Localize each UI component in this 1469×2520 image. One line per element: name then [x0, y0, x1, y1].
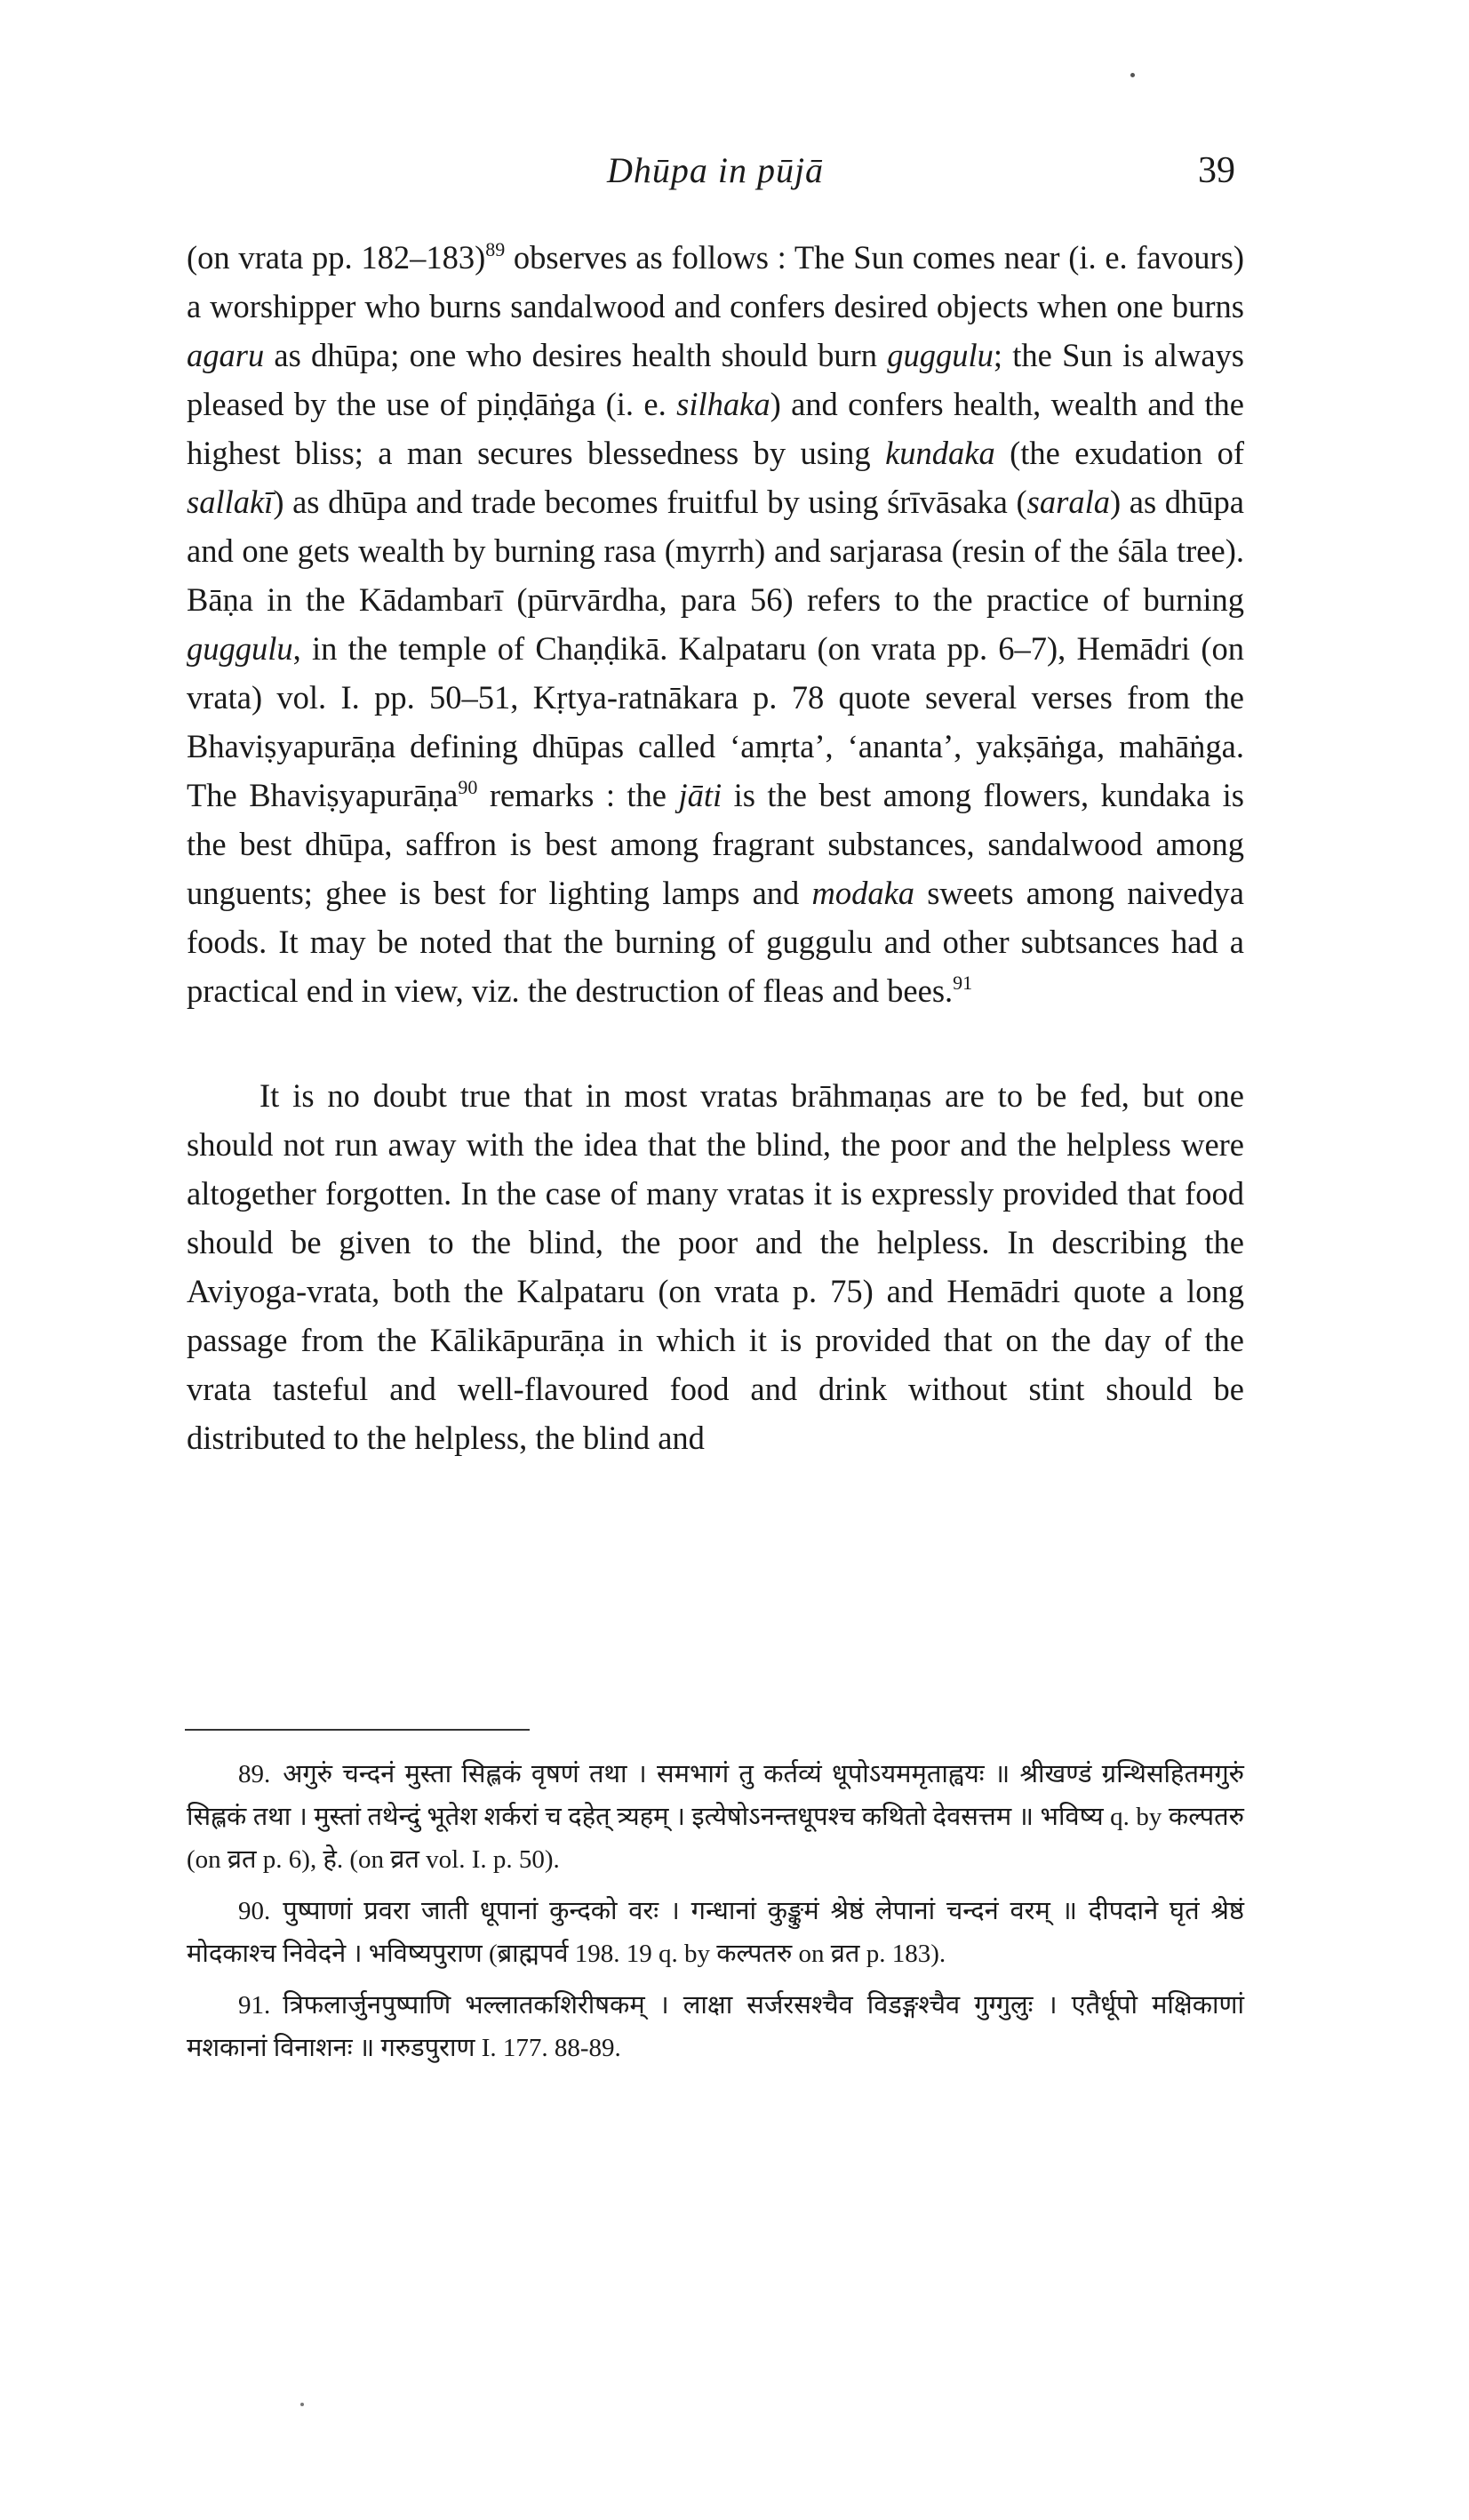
- main-text: [187, 233, 1244, 1462]
- print-speck: [300, 2403, 304, 2406]
- italic-term: sallakī: [187, 484, 274, 520]
- text-run: (on vrata pp. 182–183): [187, 239, 486, 276]
- footnote-number: 91.: [238, 1991, 271, 2020]
- footnote-text: पुष्पाणां प्रवरा जाती धूपानां कुन्दको वरः । गन्धानां कुङ्कुमं श्रेष्ठं लेपानां चन्दनं वरम् ॥ दीपदाने घृतं श्रेष्ठं मोदकाश्च निवेदने । भविष्यपुराण (ब्राह्मपर्व 198. 19 q. by कल्पतरु on व्रत p. 183).: [187, 1897, 1244, 1968]
- page-header: [187, 133, 1244, 196]
- footnote-90: [187, 1890, 1244, 1975]
- paragraph-2: It is no doubt true that in most vratas brāhmaṇas are to be fed, but one should not run away with the idea that the blind, the poor and the helpless were altogether forgotten. In the case of many vratas it is expressly provided that food should be given to the blind, the poor and the helpless. In describing the Aviyoga-vrata, both the Kalpataru (on vrata p. 75) and Hemādri quote a long passage from the Kālikāpurāṇa in which it is provided that on the day of the vrata tasteful and well-flavoured food and drink without stint should be distributed to the helpless, the blind and: [187, 1077, 1244, 1456]
- text-run: ) and confers health, wealth and the highest bliss; a man secures blessedness by using: [187, 386, 1244, 471]
- footnotes: [187, 1753, 1244, 2078]
- text-run: ) as dhūpa and trade becomes fruitful by using śrīvāsaka (: [273, 484, 1027, 520]
- italic-term: sarala: [1026, 484, 1110, 520]
- text-run: remarks : the: [477, 777, 679, 813]
- italic-term: silhaka: [676, 386, 770, 422]
- footnote-ref-89: 89: [485, 238, 506, 260]
- italic-term: kundaka: [885, 435, 995, 471]
- italic-term: agaru: [187, 337, 265, 373]
- footnote-ref-90: 90: [458, 776, 478, 798]
- italic-term: guggulu: [887, 337, 994, 373]
- footnote-number: 89.: [238, 1760, 271, 1788]
- print-speck: [1130, 73, 1135, 77]
- text-run: observes as follows : The Sun comes near (i. e. favours) a worshipper who burns sandalwood and confers desired objects when one burns: [187, 239, 1244, 324]
- text-run: ; the Sun is always pleased by the use of piṇḍāṅga (i. e.: [187, 337, 1244, 422]
- text-run: , in the temple of Chaṇḍikā. Kalpataru (on vrata pp. 6–7), Hemādri (on vrata) vol. I. pp. 50–51, Kṛtya-ratnākara p. 78 quote several verses from the Bhaviṣyapurāṇa defining dhūpas called ‘amṛta’, ‘ananta’, yakṣāṅga, mahāṅga. The Bhaviṣyapurāṇa: [187, 630, 1244, 813]
- running-title: Dhūpa in pūjā: [606, 150, 825, 190]
- text-run: ) as dhūpa and one gets wealth by burning rasa (myrrh) and sarjarasa (resin of the śāla tree). Bāṇa in the Kādambarī (pūrvārdha, para 56) refers to the practice of burning: [187, 484, 1245, 618]
- footnote-text: त्रिफलार्जुनपुष्पाणि भल्लातकशिरीषकम् । लाक्षा सर्जरसश्चैव विडङ्गश्चैव गुग्गुलुः । एतैर्धूपो मक्षिकाणां मशकानां विनाशनः ॥ गरुडपुराण I. 177. 88-89.: [187, 1991, 1244, 2062]
- text-run: is the best among flowers, kundaka is the best dhūpa, saffron is best among fragrant substances, sandalwood among unguents; ghee is best for lighting lamps and: [187, 777, 1244, 911]
- footnote-89: [187, 1753, 1244, 1881]
- italic-term: modaka: [811, 875, 915, 911]
- footnote-number: 90.: [238, 1897, 271, 1925]
- text-run: as dhūpa; one who desires health should burn: [264, 337, 888, 373]
- footnote-text: अगुरुं चन्दनं मुस्ता सिह्लकं वृषणं तथा । समभागं तु कर्तव्यं धूपोऽयममृताह्वयः ॥ श्रीखण्डं ग्रन्थिसहितमगुरुं सिह्लकं तथा । मुस्तां तथेन्दुं भूतेश शर्करां च दहेत् त्र्यहम् । इत्येषोऽनन्तधूपश्च कथितो देवसत्तम ॥ भविष्य q. by कल्पतरु (on व्रत p. 6), हे. (on व्रत vol. I. p. 50).: [187, 1760, 1244, 1874]
- italic-term: guggulu: [187, 630, 293, 667]
- footnote-91: [187, 1984, 1244, 2069]
- paragraph-1: [187, 233, 1244, 1015]
- page-number: 39: [1198, 150, 1235, 191]
- text-run: (the exudation of: [994, 435, 1244, 471]
- footnote-ref-91: 91: [953, 972, 973, 994]
- footnote-separator: [185, 1729, 530, 1731]
- text-run: sweets among naivedya foods. It may be noted that the burning of guggulu and other subtsances had a practical end in view, viz. the destruction of fleas and bees.: [187, 875, 1244, 1009]
- italic-term: jāti: [678, 777, 723, 813]
